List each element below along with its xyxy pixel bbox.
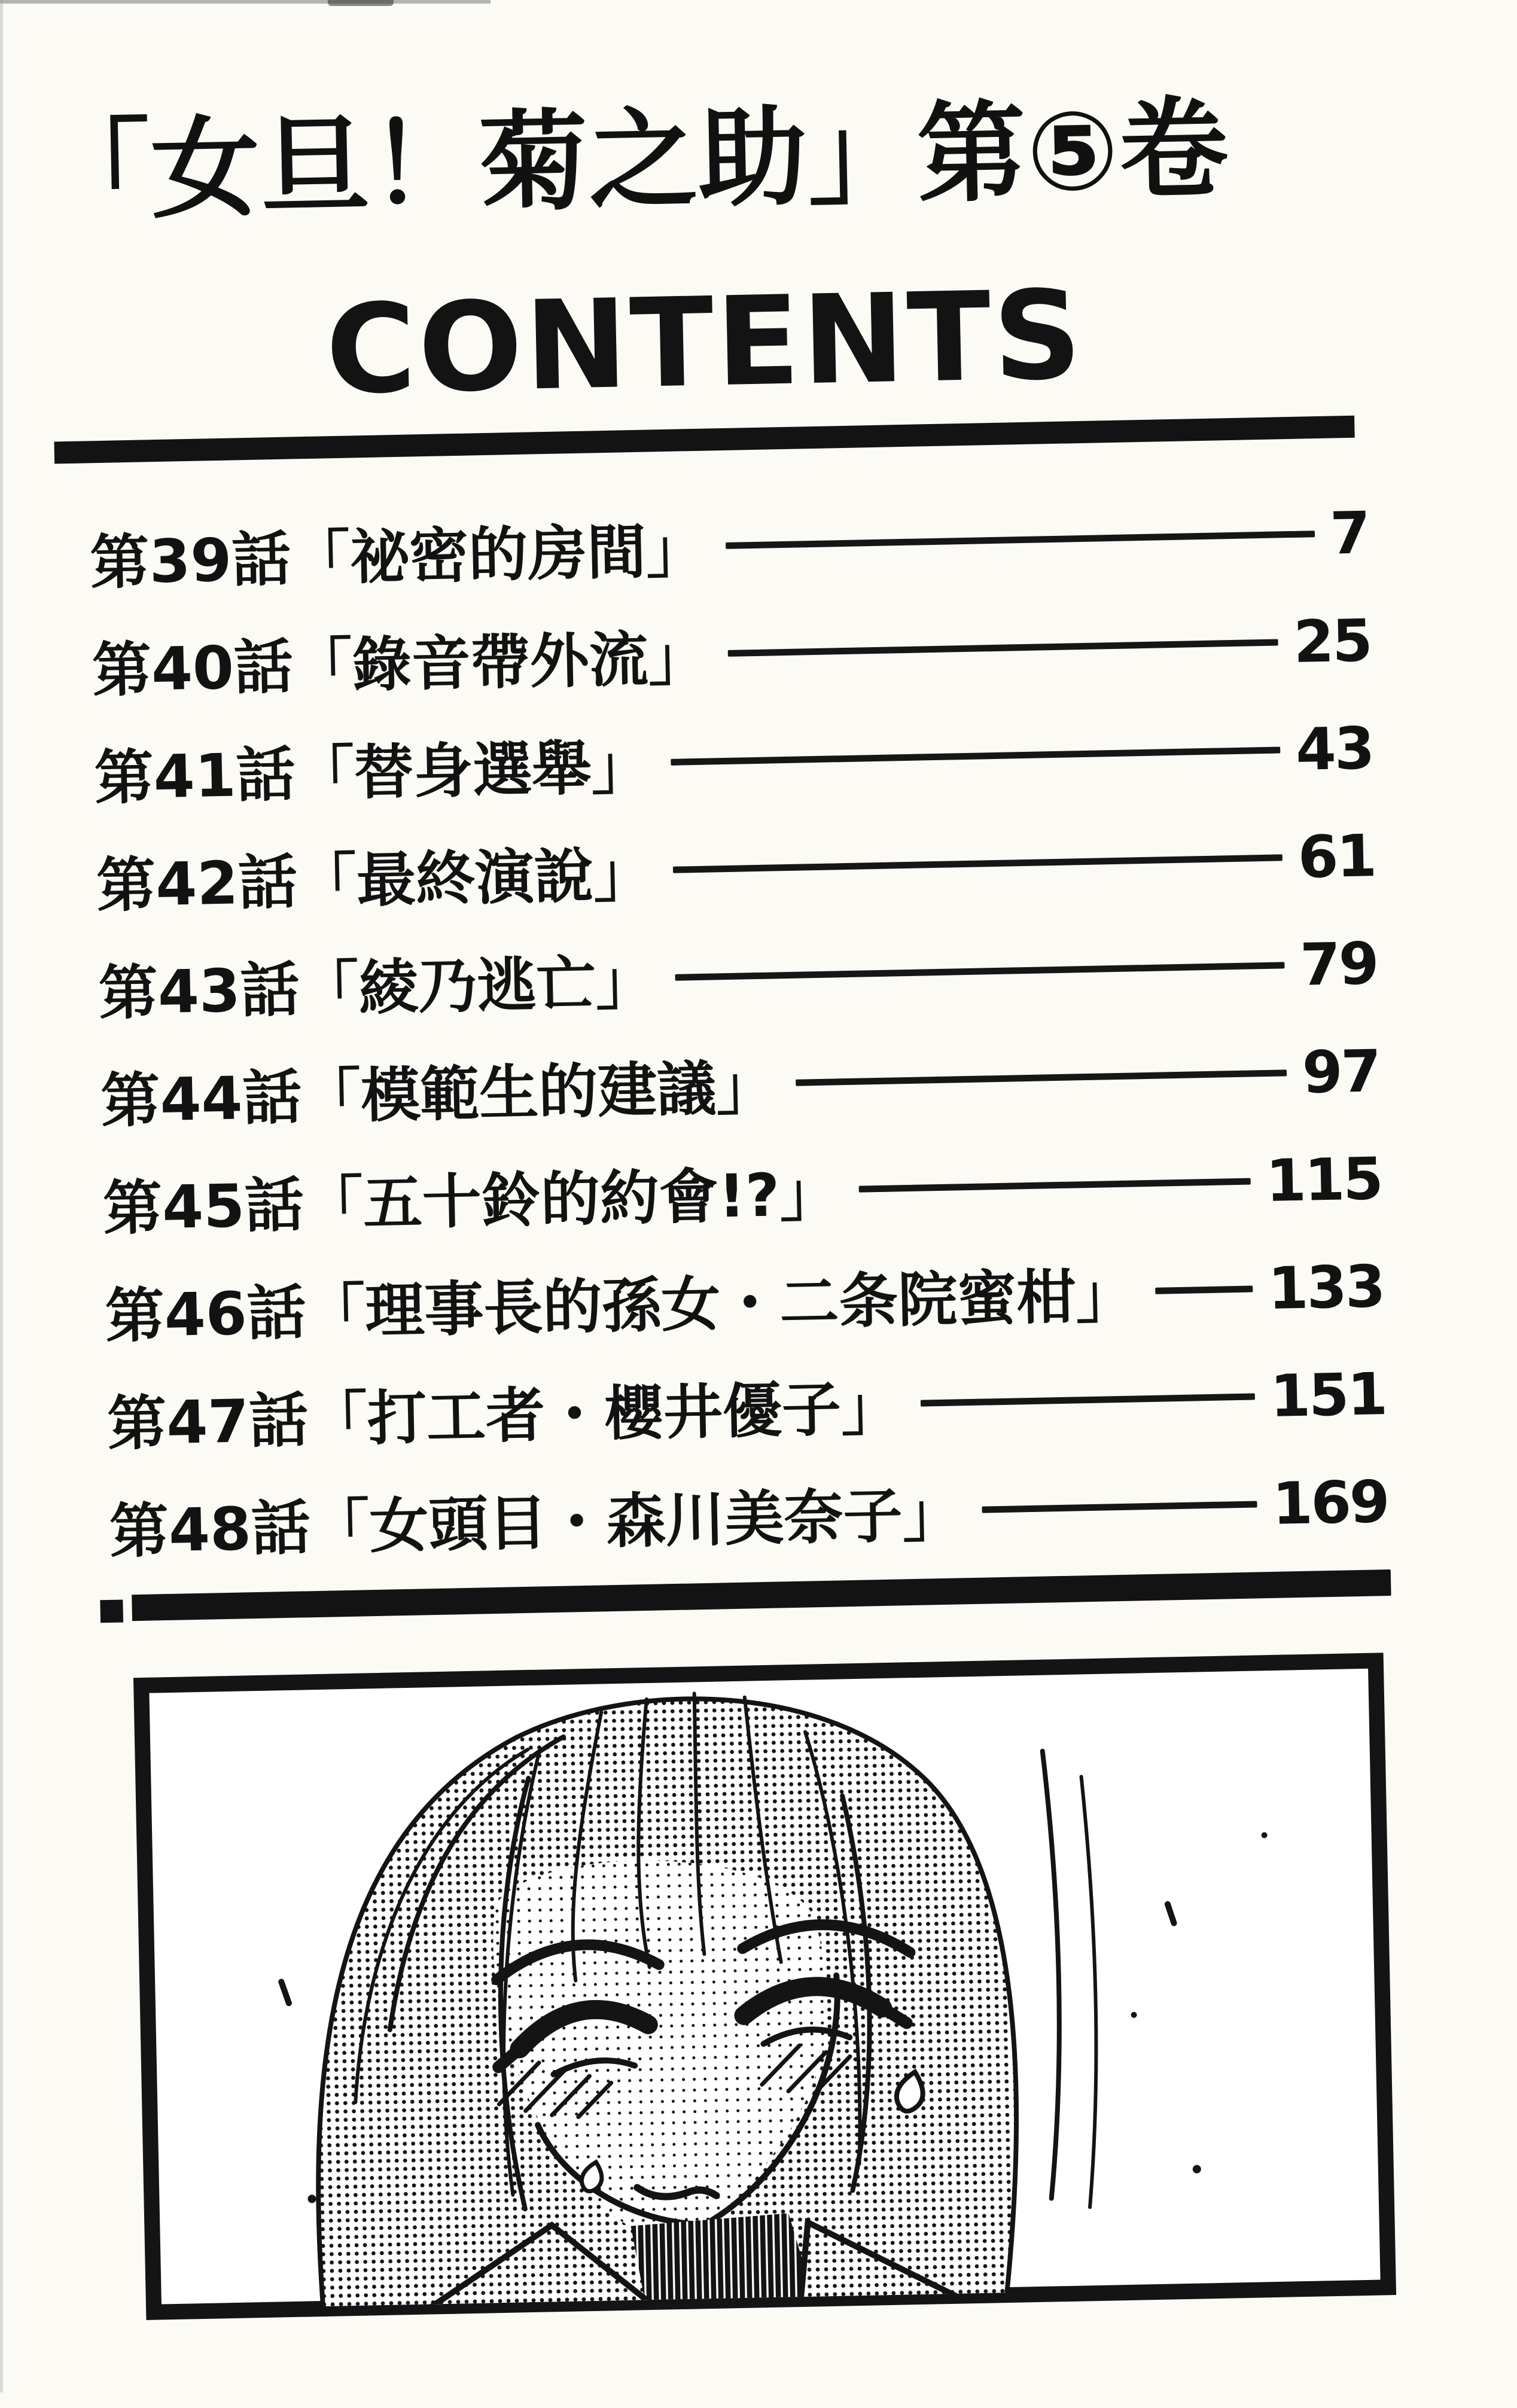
- divider-bottom-bar: [132, 1569, 1391, 1621]
- page-number: 115: [1265, 1144, 1382, 1215]
- chapter-label: 第41話「替身選舉」: [93, 733, 651, 813]
- toc-list: [89, 478, 1390, 1581]
- book-title: 「女旦！菊之助」第⑤卷: [40, 84, 1230, 236]
- chapter-label: 第45話「五十鈴的約會!?」: [102, 1160, 840, 1244]
- divider-bottom: [100, 1569, 1391, 1623]
- illustration-panel: [132, 1651, 1398, 2322]
- leader-line: [726, 531, 1315, 549]
- page-number: 7: [1329, 498, 1370, 568]
- scan-artifact-top: [0, 0, 491, 4]
- page-number: 79: [1299, 929, 1378, 999]
- page-number: 97: [1301, 1037, 1381, 1107]
- contents-heading: CONTENTS: [324, 264, 1086, 422]
- page-number: 151: [1269, 1360, 1387, 1430]
- chapter-label: 第46話「理事長的孫女・二条院蜜柑」: [104, 1261, 1136, 1352]
- chapter-label: 第43話「綾乃逃亡」: [98, 948, 656, 1029]
- leader-line: [1155, 1285, 1253, 1294]
- page-number: 43: [1295, 714, 1374, 784]
- divider-bottom-square: [100, 1600, 123, 1623]
- chapter-label: 第40話「錄音帶外流」: [91, 624, 708, 706]
- chapter-label: 第48話「女頭目・森川美奈子」: [108, 1480, 962, 1566]
- chapter-label: 第42話「最終演說」: [96, 840, 654, 921]
- leader-line: [675, 962, 1284, 980]
- page-number: 169: [1271, 1467, 1389, 1538]
- chapter-label: 第44話「模範生的建議」: [100, 1053, 776, 1136]
- leader-line: [673, 854, 1283, 873]
- leader-line: [859, 1178, 1250, 1192]
- leader-line: [671, 746, 1280, 765]
- leader-line: [727, 639, 1278, 656]
- leader-line: [921, 1393, 1255, 1406]
- manga-illustration: [132, 1651, 1398, 2322]
- page-number: 25: [1293, 606, 1372, 676]
- page-number: 133: [1267, 1252, 1385, 1322]
- chapter-label: 第39話「祕密的房間」: [89, 516, 706, 598]
- chapter-label: 第47話「打工者・櫻井優子」: [106, 1374, 901, 1459]
- leader-line: [796, 1069, 1287, 1086]
- scan-artifact-blob: [328, 0, 394, 6]
- leader-line: [982, 1501, 1257, 1513]
- page-number: 61: [1297, 821, 1376, 891]
